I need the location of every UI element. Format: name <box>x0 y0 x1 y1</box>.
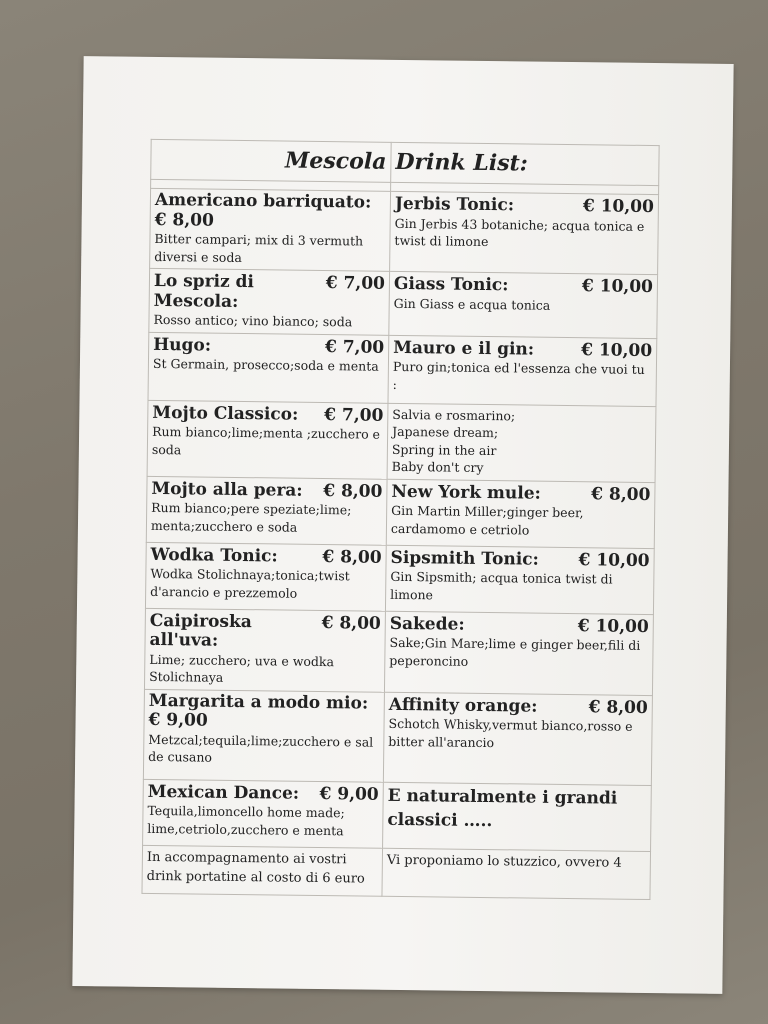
drink-description: Salvia e rosmarino; Japanese dream; Spring in the air Baby don't cry <box>391 406 516 476</box>
drink-cell-left <box>148 332 389 403</box>
drink-name: Lo spriz di Mescola: <box>153 271 255 312</box>
drink-name: Sakede: <box>389 613 465 635</box>
footer-row <box>142 845 651 899</box>
drink-description: Lime; zucchero; uva e wodka Stolichnaya <box>149 651 335 686</box>
drink-description: Gin Martin Miller;ginger beer, cardamomo e cetriolo <box>390 503 584 538</box>
drink-cell-right <box>389 271 658 338</box>
drink-name: Mauro e il gin: <box>393 337 535 360</box>
drink-cell-right <box>388 335 657 406</box>
drink-description: Gin Jerbis 43 botaniche; acqua tonica e twist di limone <box>394 215 645 250</box>
drink-name-line <box>153 335 384 358</box>
footer-note-left: In accompagnamento ai vostri drink portatine al costo di 6 euro <box>142 845 383 896</box>
drink-cell-left <box>149 268 390 335</box>
drink-price: € 7,00 <box>324 404 384 426</box>
drink-name: Wodka Tonic: <box>150 544 278 567</box>
drink-name: Jerbis Tonic: <box>394 193 515 216</box>
drink-price: € 7,00 <box>324 336 385 358</box>
drink-price: € 8,00 <box>321 612 381 634</box>
drink-cell-left <box>143 779 384 848</box>
menu-table-body <box>142 139 659 899</box>
drink-cell-right <box>383 782 652 851</box>
drink-price: € 7,00 <box>325 273 386 294</box>
drink-row <box>143 689 652 785</box>
drink-description: Sake;Gin Mare;lime e ginger beer,fili di peperoncino <box>389 635 641 669</box>
drink-row <box>149 268 658 338</box>
drink-name-line <box>149 611 380 654</box>
drink-row <box>147 400 656 482</box>
drink-description: Gin Giass e acqua tonica <box>393 295 551 313</box>
drink-description: Gin Sipsmith; acqua tonica twist di limone <box>390 569 613 603</box>
drink-price: € 8,00 <box>588 697 648 718</box>
menu-title-right: Drink List: <box>391 142 659 185</box>
drink-price: € 10,00 <box>582 196 655 218</box>
drink-name: Americano barriquato: € 8,00 <box>154 189 372 231</box>
drink-cell-right <box>384 611 653 695</box>
classics-note: E naturalmente i grandi classici ….. <box>387 785 618 831</box>
drink-price: € 8,00 <box>323 480 383 502</box>
footer-note-right: Vi proponiamo lo stuzzico, ovvero 4 <box>382 848 651 899</box>
drink-row <box>150 188 659 274</box>
drink-cell-right <box>390 191 659 274</box>
drink-cell-right <box>385 545 654 614</box>
drink-description: Wodka Stolichnaya;tonica;twist d'arancio e prezzemolo <box>150 566 350 601</box>
drink-description: Metzcal;tequila;lime;zucchero e sal de cusano <box>148 731 374 766</box>
drink-description: Tequila,limoncello home made; lime,cetriolo,zucchero e menta <box>147 803 345 839</box>
drink-name: Mexican Dance: <box>147 781 300 804</box>
drink-row <box>144 608 653 695</box>
drink-name: Caipiroska all'uva: <box>149 610 252 651</box>
drink-row <box>146 476 655 548</box>
drink-name: Affinity orange: <box>388 694 538 717</box>
drink-description: Schotch Whisky,vermut bianco,rosso e bitter all'arancio <box>388 716 633 750</box>
drink-name-line <box>148 692 379 734</box>
drink-cell-left <box>143 689 384 782</box>
drink-name-line <box>155 191 386 233</box>
drink-cell-right <box>386 479 655 548</box>
drink-cell-right <box>387 403 656 482</box>
drink-description: Rosso antico; vino bianco; soda <box>153 312 353 330</box>
drink-cell-left <box>147 400 388 479</box>
drink-price: € 10,00 <box>578 549 650 571</box>
drink-price: € 8,00 <box>591 483 651 505</box>
drink-cell-left <box>144 608 385 692</box>
drink-description: Rum bianco;lime;menta ;zucchero e soda <box>151 424 381 458</box>
drink-price: € 10,00 <box>581 339 653 361</box>
drink-price: € 10,00 <box>577 615 649 637</box>
drink-name: Sipsmith Tonic: <box>390 547 539 570</box>
drink-name-line <box>394 274 653 298</box>
menu-paper-sheet <box>72 56 733 994</box>
drink-name: Mojto Classico: <box>152 402 299 425</box>
drink-name: New York mule: <box>391 481 541 504</box>
drink-name-line <box>148 782 379 805</box>
drink-menu-table <box>141 139 659 900</box>
menu-header-row <box>151 139 659 185</box>
drink-cell-left <box>150 188 391 271</box>
drink-description: St Germain, prosecco;soda e menta <box>152 356 379 374</box>
drink-row <box>148 332 657 406</box>
drink-name-line <box>395 194 654 218</box>
drink-name-line <box>151 479 382 502</box>
drink-price: € 10,00 <box>581 276 654 298</box>
drink-cell-left <box>146 476 387 545</box>
drink-name-line <box>154 271 385 314</box>
menu-title-left: Mescola <box>151 139 391 182</box>
drink-description: Puro gin;tonica ed l'essenza che vuoi tu : <box>392 359 645 392</box>
drink-cell-left <box>145 542 386 611</box>
drink-name: Margarita a modo mio: € 9,00 <box>148 690 369 731</box>
drink-name: Mojto alla pera: <box>151 478 303 501</box>
drink-name: Giass Tonic: <box>393 273 509 296</box>
drink-row <box>145 542 654 614</box>
drink-description: Rum bianco;pere speziate;lime; menta;zucchero e soda <box>150 500 352 535</box>
drink-name-line <box>150 545 381 568</box>
drink-name-line <box>152 403 383 426</box>
drink-name: Hugo: <box>153 334 212 356</box>
drink-price: € 8,00 <box>322 546 382 568</box>
drink-row <box>143 779 652 851</box>
drink-cell-right <box>383 692 652 785</box>
drink-price: € 9,00 <box>319 783 379 805</box>
drink-description: Bitter campari; mix di 3 vermuth diversi e soda <box>154 231 364 265</box>
